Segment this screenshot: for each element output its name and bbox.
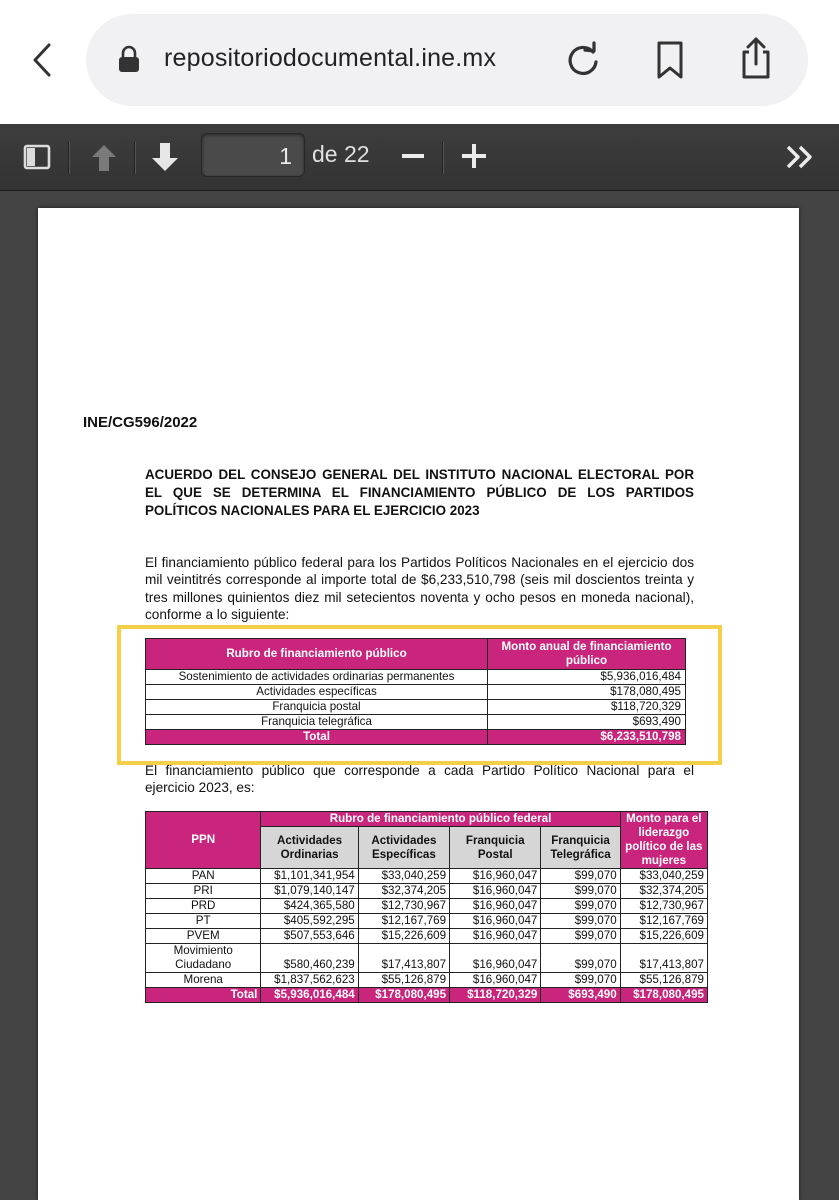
table-cell: $507,553,646 [261, 929, 358, 944]
zoom-in-icon[interactable] [462, 144, 486, 168]
table-cell: $99,070 [541, 929, 620, 944]
table-cell: $99,070 [541, 869, 620, 884]
table-cell: $580,460,239 [261, 944, 358, 973]
table-cell: Sostenimiento de actividades ordinarias permanentes [146, 670, 488, 685]
table-cell: $118,720,329 [488, 700, 686, 715]
highlight-annotation [117, 625, 722, 765]
table-cell: $15,226,609 [358, 929, 449, 944]
table-cell: $15,226,609 [620, 929, 707, 944]
toolbar-separator [134, 142, 135, 174]
table-row [146, 944, 708, 973]
table-row [146, 884, 708, 899]
table-header: Rubro de financiamiento público federal [261, 812, 620, 827]
next-page-icon[interactable] [150, 141, 180, 173]
table-cell: $17,413,807 [620, 944, 707, 973]
table-cell: $16,960,047 [450, 899, 541, 914]
table-header: PPN [146, 812, 261, 869]
browser-chrome [0, 0, 839, 124]
table-row [146, 929, 708, 944]
paragraph-total-financing: El financiamiento público federal para los Partidos Políticos Nacionales en el ejercicio dos mil veintitrés corresponde al importe total de $6,233,510,798 (seis mil doscientos treinta y tres millones quinientos diez mil setecientos noventa y ocho pesos en moneda nacional), conforme a lo siguiente: [145, 555, 694, 623]
back-button[interactable] [22, 38, 62, 82]
chevron-left-icon [31, 42, 53, 78]
table-cell: $55,126,879 [358, 973, 449, 988]
zoom-out-icon[interactable] [402, 154, 424, 160]
table-cell: Total [146, 730, 488, 745]
share-icon[interactable] [736, 36, 776, 80]
table-cell: $55,126,879 [620, 973, 707, 988]
table-header: Rubro de financiamiento público [146, 639, 488, 670]
table-cell: $1,101,341,954 [261, 869, 358, 884]
lock-icon [118, 44, 140, 74]
table-cell: Actividades específicas [146, 685, 488, 700]
table-header: Franquicia Telegráfica [541, 827, 620, 869]
table-cell: $16,960,047 [450, 884, 541, 899]
table-header: Franquicia Postal [450, 827, 541, 869]
table-cell: $693,490 [541, 988, 620, 1003]
table-cell: $178,080,495 [620, 988, 707, 1003]
sidebar-toggle-icon[interactable] [23, 144, 51, 170]
reload-icon[interactable] [563, 40, 603, 80]
more-tools-icon[interactable] [784, 144, 816, 170]
table-cell: $16,960,047 [450, 869, 541, 884]
table-cell: $693,490 [488, 715, 686, 730]
table-cell: $12,730,967 [620, 899, 707, 914]
table-header: Actividades Específicas [358, 827, 449, 869]
table-cell: PAN [146, 869, 261, 884]
party-financing-table [145, 811, 708, 1003]
document-title: ACUERDO DEL CONSEJO GENERAL DEL INSTITUTO NACIONAL ELECTORAL POR EL QUE SE DETERMINA EL FINANCIAMIENTO PÚBLICO DE LOS PARTIDOS POLÍTICOS NACIONALES PARA EL EJERCICIO 2023 [145, 467, 694, 518]
table-cell: $5,936,016,484 [261, 988, 358, 1003]
bookmark-icon[interactable] [652, 40, 688, 80]
table-row [146, 899, 708, 914]
table-total-row [146, 988, 708, 1003]
table-cell: $118,720,329 [450, 988, 541, 1003]
table-cell: $99,070 [541, 899, 620, 914]
table-cell: $12,167,769 [620, 914, 707, 929]
pdf-toolbar [0, 124, 839, 191]
table-cell: $16,960,047 [450, 929, 541, 944]
table-cell: $33,040,259 [358, 869, 449, 884]
table-cell: PVEM [146, 929, 261, 944]
table-cell: $33,040,259 [620, 869, 707, 884]
table-cell: $16,960,047 [450, 973, 541, 988]
table-cell: $99,070 [541, 914, 620, 929]
table-cell: $424,365,580 [261, 899, 358, 914]
table-header: Actividades Ordinarias [261, 827, 358, 869]
table-cell: $99,070 [541, 944, 620, 973]
toolbar-separator [68, 142, 69, 174]
table-cell: $99,070 [541, 884, 620, 899]
table-cell: Morena [146, 973, 261, 988]
table-cell: $178,080,495 [358, 988, 449, 1003]
paragraph-party-financing: El financiamiento público que corresponde a cada Partido Político Nacional para el ejercicio 2023, es: [145, 763, 694, 796]
table-cell: Total [146, 988, 261, 1003]
page-number-input[interactable]: 1 [201, 133, 305, 177]
table-cell: Franquicia telegráfica [146, 715, 488, 730]
table-header: Monto para el liderazgo político de las mujeres [620, 812, 707, 869]
table-cell: $6,233,510,798 [488, 730, 686, 745]
table-cell: $32,374,205 [358, 884, 449, 899]
table-cell: $16,960,047 [450, 914, 541, 929]
toolbar-separator [442, 142, 443, 174]
table-cell: $405,592,295 [261, 914, 358, 929]
table-cell: $1,079,140,147 [261, 884, 358, 899]
previous-page-icon[interactable] [90, 143, 118, 173]
table-cell: PRD [146, 899, 261, 914]
table-cell: $12,167,769 [358, 914, 449, 929]
table-cell: PRI [146, 884, 261, 899]
page-total-label: de 22 [312, 141, 370, 167]
table-row [146, 869, 708, 884]
table-row [146, 914, 708, 929]
table-cell: $5,936,016,484 [488, 670, 686, 685]
table-cell: $17,413,807 [358, 944, 449, 973]
table-cell: Movimiento Ciudadano [146, 944, 261, 973]
table-cell: $1,837,562,623 [261, 973, 358, 988]
table-cell: PT [146, 914, 261, 929]
table-cell: Franquicia postal [146, 700, 488, 715]
table-row [146, 973, 708, 988]
table-cell: $178,080,495 [488, 685, 686, 700]
table-cell: $99,070 [541, 973, 620, 988]
table-cell: $16,960,047 [450, 944, 541, 973]
url-text[interactable]: repositoriodocumental.ine.mx [164, 44, 497, 72]
document-id: INE/CG596/2022 [83, 414, 198, 431]
table-cell: $32,374,205 [620, 884, 707, 899]
table-cell: $12,730,967 [358, 899, 449, 914]
table-header: Monto anual de financiamiento público [488, 639, 686, 670]
